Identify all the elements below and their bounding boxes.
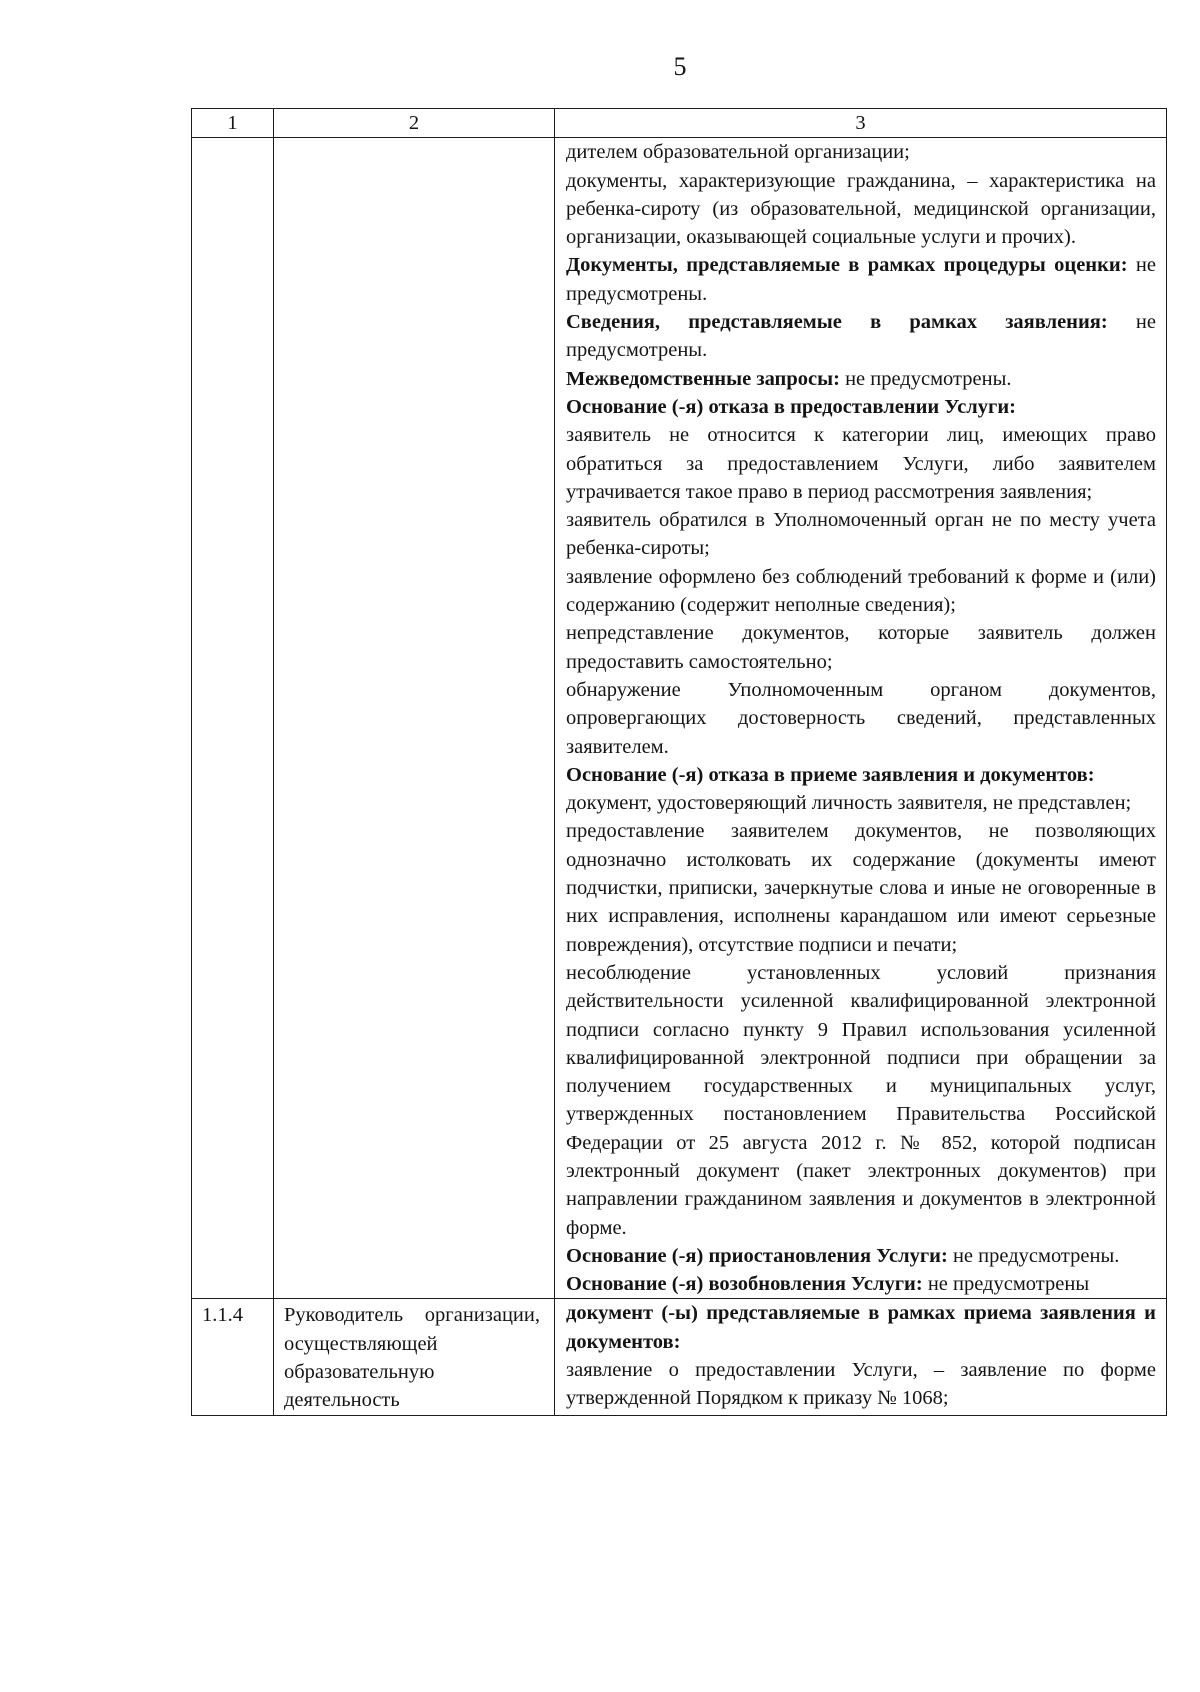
content-paragraphs (566, 138, 1156, 1298)
paragraph-text: заявление о предоставлении Услуги, – заявление по форме утвержденной Порядком к приказу № 1068; (566, 1359, 1156, 1410)
content-paragraph (566, 167, 1156, 252)
paragraph-text: несоблюдение установленных условий признания действительности усиленной квалифицированной электронной подписи согласно пункту 9 Правил использования усиленной квалифицированной электронной подписи при обращении за получением государственных и муниципальных услуг, утвержденных постановлением Правительства Российской Федерации от 25 августа 2012 г. № 852, которой подписан электронный документ (пакет электронных документов) при направлении гражданином заявления и документов в электронной форме. (566, 961, 1156, 1239)
paragraph-text: документ, удостоверяющий личность заявителя, не представлен; (566, 792, 1132, 815)
content-paragraph (566, 1356, 1156, 1413)
content-paragraph (566, 959, 1156, 1242)
paragraph-heading: Основание (-я) отказа в предоставлении Услуги: (566, 395, 1016, 418)
column-number-3: 3 (555, 109, 1167, 138)
paragraph-text: не предусмотрены (922, 1273, 1090, 1296)
content-paragraph (566, 619, 1156, 676)
paragraph-text: не предусмотрены. (947, 1244, 1120, 1267)
content-paragraph (566, 817, 1156, 958)
row-number-cell: 1.1.4 (192, 1299, 274, 1415)
content-paragraph (566, 676, 1156, 761)
paragraph-text: не предусмотрены. (566, 254, 1156, 305)
column-number-2: 2 (274, 109, 555, 138)
paragraph-text: дителем образовательной организации; (566, 141, 910, 164)
column-number-1: 1 (192, 109, 274, 138)
paragraph-heading: Основание (-я) возобновления Услуги: (566, 1273, 923, 1296)
paragraph-heading: Основание (-я) приостановления Услуги: (566, 1244, 948, 1267)
content-paragraph (566, 138, 1156, 166)
paragraph-heading: документ (-ы) представляемые в рамках приема заявления и документов: (566, 1302, 1156, 1353)
content-paragraph (566, 365, 1156, 393)
paragraph-text: предоставление заявителем документов, не позволяющих однозначно истолковать их содержание (документы имеют подчистки, приписки, зачеркнутые слова и иные не оговоренные в них исправления, исполнены карандашом или имеют серьезные повреждения), отсутствие подписи и печати; (566, 820, 1156, 956)
paragraph-text: непредставление документов, которые заявитель должен предоставить самостоятельно; (566, 622, 1156, 673)
content-paragraph (566, 308, 1156, 365)
paragraph-heading: Сведения, представляемые в рамках заявления: (566, 311, 1108, 334)
row-content-cell (555, 138, 1167, 1299)
table-header-row (192, 109, 1167, 138)
paragraph-text: не предусмотрены. (566, 311, 1157, 362)
paragraph-text: обнаружение Уполномоченным органом документов, опровергающих достоверность сведений, представленных заявителем. (566, 678, 1156, 758)
paragraph-heading: Документы, представляемые в рамках процедуры оценки: (566, 254, 1128, 277)
services-table (191, 108, 1167, 1416)
row-participant-cell (274, 138, 555, 1299)
paragraph-heading: Основание (-я) отказа в приеме заявления и документов: (566, 763, 1095, 786)
content-paragraph (566, 421, 1156, 506)
paragraph-text: заявление оформлено без соблюдений требований к форме и (или) содержанию (содержит неполные сведения); (566, 565, 1156, 617)
content-paragraph (566, 251, 1156, 308)
content-paragraph (566, 1270, 1156, 1298)
content-paragraph (566, 1242, 1156, 1270)
content-paragraph (566, 761, 1156, 789)
paragraph-text: заявитель не относится к категории лиц, имеющих право обратиться за предоставлением Услуги, либо заявителем утрачивается такое право в период рассмотрения заявления; (566, 424, 1156, 503)
content-paragraph (566, 393, 1156, 421)
row-participant-cell: Руководитель организации, осуществляющей образовательную деятельность (274, 1299, 555, 1415)
content-paragraph (566, 789, 1156, 817)
content-paragraph (566, 1299, 1156, 1356)
content-paragraph (566, 563, 1156, 620)
row-number-cell (192, 138, 274, 1299)
row-content-cell (555, 1299, 1167, 1415)
paragraph-text: заявитель обратился в Уполномоченный орган не по месту учета ребенка-сироты; (566, 509, 1156, 560)
page-number: 5 (673, 52, 687, 81)
table-row (192, 138, 1167, 1299)
content-paragraphs (566, 1299, 1156, 1412)
paragraph-text: не предусмотрены. (839, 367, 1012, 390)
content-paragraph (566, 506, 1156, 563)
paragraph-text: документы, характеризующие гражданина, – характеристика на ребенка-сироту (из образовательной, медицинской организации, организации, оказывающей социальные услуги и прочих). (566, 169, 1156, 249)
table-row (192, 1299, 1167, 1415)
paragraph-heading: Межведомственные запросы: (566, 367, 840, 390)
